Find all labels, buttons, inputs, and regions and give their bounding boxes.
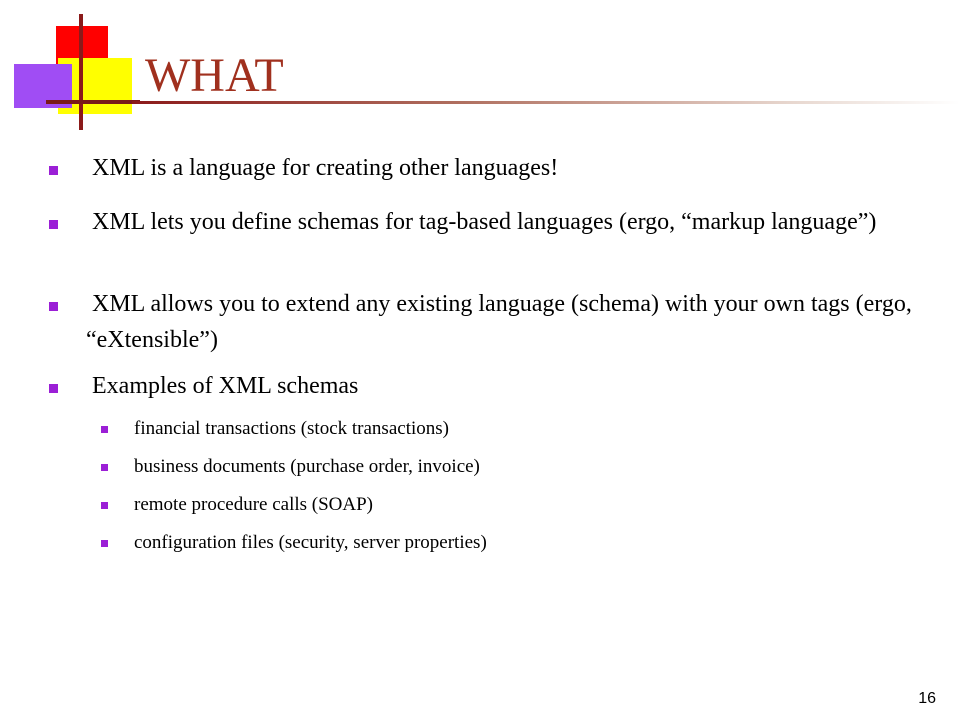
sub-bullet-marker: [101, 426, 108, 433]
logo-vertical-line: [79, 14, 83, 130]
bullet-item: [86, 286, 926, 358]
sub-bullet-text: business documents (purchase order, invoice): [134, 456, 480, 477]
bullet-text: XML allows you to extend any existing language (schema) with your own tags (ergo, “eXtensible”): [86, 291, 912, 353]
sub-bullet-text: financial transactions (stock transactions): [134, 418, 449, 439]
sub-bullet-marker: [101, 540, 108, 547]
slide-title: WHAT: [145, 49, 284, 102]
sub-bullet-marker: [101, 502, 108, 509]
sub-bullet-item: [134, 531, 914, 555]
bullet-item: [86, 204, 926, 240]
bullet-marker: [49, 220, 58, 229]
bullet-item: [86, 368, 926, 404]
sub-bullet-item: [134, 417, 914, 441]
bullet-text: XML is a language for creating other languages!: [92, 155, 559, 181]
page-number: 16: [918, 690, 936, 707]
sub-bullet-item: [134, 493, 914, 517]
bullet-item: [86, 150, 926, 186]
slide-logo-decoration: [0, 0, 140, 140]
sub-bullet-text: remote procedure calls (SOAP): [134, 494, 374, 515]
bullet-text: Examples of XML schemas: [92, 373, 359, 399]
logo-horizontal-line: [46, 100, 140, 104]
bullet-marker: [49, 166, 58, 175]
sub-bullet-item: [134, 455, 914, 479]
bullet-text: XML lets you define schemas for tag-based languages (ergo, “markup language”): [92, 209, 877, 235]
sub-bullet-text: configuration files (security, server properties): [134, 532, 487, 553]
bullet-marker: [49, 384, 58, 393]
bullet-marker: [49, 302, 58, 311]
sub-bullet-marker: [101, 464, 108, 471]
